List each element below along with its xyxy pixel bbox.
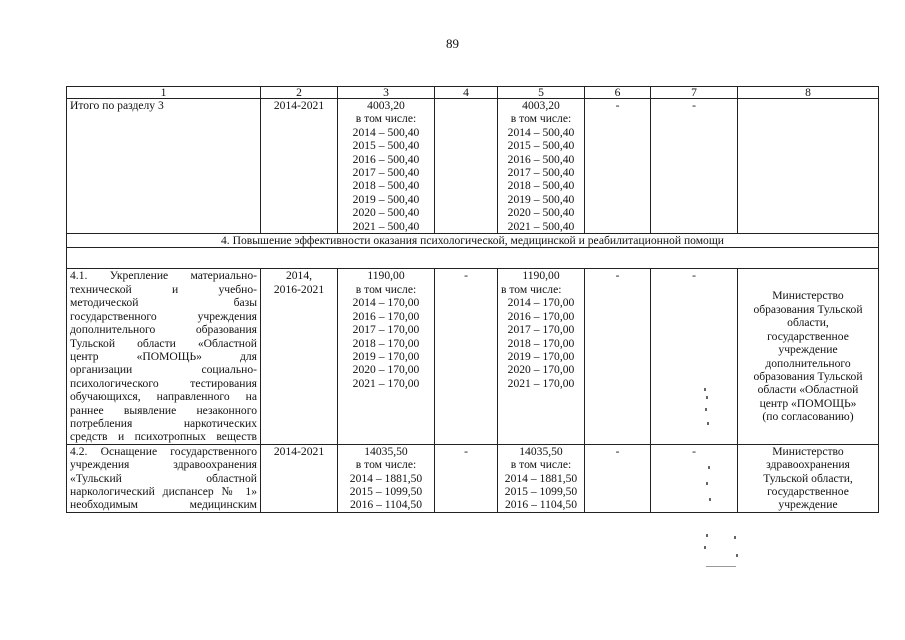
- scan-artifacts: [700, 386, 750, 576]
- cell-line: 2014 – 170,00: [352, 296, 420, 310]
- cell-line: Тульской области,: [763, 471, 853, 485]
- total-col4: [435, 99, 498, 234]
- cell-line: раннее выявление незаконного: [70, 403, 257, 417]
- cell-line: 2020 – 500,40: [352, 206, 420, 220]
- program-table: [66, 86, 879, 513]
- total-col5-note: в том числе:: [510, 112, 572, 126]
- total-name: Итого по разделу 3: [67, 99, 261, 234]
- cell-line: 2021 – 500,40: [507, 219, 575, 233]
- row42-col3-sum: 14035,50: [364, 444, 408, 458]
- row42-col5: [498, 444, 585, 512]
- cell-line: области,: [787, 316, 829, 330]
- cell-line: 2017 – 170,00: [352, 323, 420, 337]
- cell-line: 2014 – 1881,50: [504, 471, 578, 485]
- cell-line: Министерство: [772, 444, 844, 458]
- cell-line: 2014 – 170,00: [507, 296, 575, 310]
- row41-col3-sum: 1190,00: [367, 269, 405, 283]
- cell-line: 2016 – 1104,50: [504, 498, 578, 512]
- total-col6: -: [585, 99, 651, 234]
- cell-line: 2017 – 500,40: [507, 166, 575, 180]
- cell-line: 2016 – 170,00: [507, 309, 575, 323]
- row41-period: [261, 269, 338, 444]
- section-title-row: [67, 234, 879, 248]
- cell-line: 2014 – 500,40: [507, 125, 575, 139]
- row41-col5-years: [501, 296, 581, 390]
- cell-line: 2016 – 500,40: [352, 152, 420, 166]
- cell-line: Министерство: [772, 289, 844, 303]
- col-header-3: 3: [338, 87, 435, 99]
- cell-line: 2015 – 1099,50: [504, 484, 578, 498]
- page-number: 89: [446, 36, 459, 51]
- cell-line: 2020 – 170,00: [352, 363, 420, 377]
- cell-line: 2019 – 170,00: [507, 349, 575, 363]
- cell-line: 2018 – 500,40: [507, 179, 575, 193]
- row42-col7: -: [651, 444, 738, 512]
- cell-line: 2014 – 1881,50: [349, 471, 423, 485]
- cell-line: 2015 – 500,40: [352, 139, 420, 153]
- cell-line: технической и учебно-: [70, 282, 257, 296]
- total-col5-sum: 4003,20: [522, 99, 560, 112]
- cell-line: 2014 – 500,40: [352, 125, 420, 139]
- cell-line: 2016 – 1104,50: [349, 498, 423, 512]
- cell-line: Тульской области «Областной: [70, 336, 257, 350]
- row41-name: [67, 269, 261, 444]
- cell-line: 2019 – 170,00: [352, 349, 420, 363]
- row42-col8: [738, 444, 879, 512]
- row41-col7: -: [651, 269, 738, 444]
- col-header-5: 5: [498, 87, 585, 99]
- row41-col3-years: [341, 296, 431, 390]
- cell-line: дополнительного образования: [70, 323, 257, 337]
- cell-line: центр «ПОМОЩЬ»: [759, 396, 857, 410]
- cell-line: дополнительного: [765, 356, 851, 370]
- cell-line: методической базы: [70, 296, 257, 310]
- total-col7: -: [651, 99, 738, 234]
- cell-line: 2018 – 170,00: [352, 336, 420, 350]
- col-header-6: 6: [585, 87, 651, 99]
- row41-col6: -: [585, 269, 651, 444]
- row41-col3-note: в том числе:: [355, 282, 417, 296]
- row41-col5-note: в том числе:: [501, 282, 562, 296]
- cell-line: 4.2. Оснащение государственного: [70, 444, 257, 458]
- row42-col3-years: [341, 472, 431, 512]
- cell-line: 2019 – 500,40: [352, 192, 420, 206]
- cell-line: обучающихся, направленного на: [70, 390, 257, 404]
- cell-line: 2015 – 500,40: [507, 139, 575, 153]
- cell-line: 2019 – 500,40: [507, 192, 575, 206]
- cell-line: учреждения здравоохранения: [70, 458, 257, 472]
- cell-line: образования Тульской: [753, 369, 863, 383]
- cell-line: средств и психотропных веществ: [70, 430, 257, 444]
- cell-line: 2015 – 1099,50: [349, 484, 423, 498]
- cell-line: «Тульский областной: [70, 471, 257, 485]
- row42-name: [67, 444, 261, 512]
- table-row-4-2: [67, 444, 879, 512]
- cell-line: 2018 – 500,40: [352, 179, 420, 193]
- cell-line: 2017 – 170,00: [507, 323, 575, 337]
- spacer-row: [67, 248, 879, 269]
- cell-line: 2014,: [285, 269, 313, 283]
- row41-col4: -: [435, 269, 498, 444]
- col-header-4: 4: [435, 87, 498, 99]
- total-period: 2014-2021: [261, 99, 338, 234]
- row42-col5-note: в том числе:: [510, 458, 572, 472]
- cell-line: организации социально-: [70, 363, 257, 377]
- row41-col5-sum: 1190,00: [522, 269, 560, 283]
- cell-line: государственное: [767, 329, 849, 343]
- header-row: [67, 87, 879, 99]
- cell-line: (по согласованию): [762, 410, 854, 424]
- col-header-8: 8: [738, 87, 879, 99]
- cell-line: области «Областной: [757, 383, 859, 397]
- row41-col5: [498, 269, 585, 444]
- total-col3-note: в том числе:: [355, 112, 417, 126]
- cell-line: 2016 – 500,40: [507, 152, 575, 166]
- cell-line: 2020 – 170,00: [507, 363, 575, 377]
- col-header-7: 7: [651, 87, 738, 99]
- row42-col4: -: [435, 444, 498, 512]
- total-col3-sum: 4003,20: [367, 99, 405, 112]
- col-header-1: 1: [67, 87, 261, 99]
- row41-col8: [738, 269, 879, 444]
- cell-line: центр «ПОМОЩЬ» для: [70, 349, 257, 363]
- cell-line: учреждение: [778, 498, 838, 512]
- table-row-4-1: [67, 269, 879, 444]
- row42-col5-years: [501, 472, 581, 512]
- cell-line: потребления наркотических: [70, 416, 257, 430]
- cell-line: государственного учреждения: [70, 309, 257, 323]
- row42-period: 2014-2021: [261, 444, 338, 512]
- cell-line: 2017 – 500,40: [352, 166, 420, 180]
- col-header-2: 2: [261, 87, 338, 99]
- total-col3: [338, 99, 435, 234]
- total-col5: [498, 99, 585, 234]
- total-col8: [738, 99, 879, 234]
- cell-line: наркологический диспансер № 1»: [70, 484, 257, 498]
- cell-line: 2020 – 500,40: [507, 206, 575, 220]
- cell-line: 2018 – 170,00: [507, 336, 575, 350]
- cell-line: 2021 – 170,00: [352, 376, 420, 390]
- total-col5-years: [501, 126, 581, 233]
- cell-line: 2016-2021: [273, 282, 325, 296]
- total-row-section-3: [67, 99, 879, 234]
- total-col3-years: [341, 126, 431, 233]
- row42-col3: [338, 444, 435, 512]
- section-title: 4. Повышение эффективности оказания психологической, медицинской и реабилитационной помощи: [67, 234, 879, 248]
- cell-line: образования Тульской: [753, 302, 863, 316]
- row41-col3: [338, 269, 435, 444]
- cell-line: 2021 – 500,40: [352, 219, 420, 233]
- row42-col5-sum: 14035,50: [519, 444, 563, 458]
- cell-line: 2016 – 170,00: [352, 309, 420, 323]
- spacer-cell: [67, 248, 879, 269]
- cell-line: психологического тестирования: [70, 376, 257, 390]
- cell-line: необходимым медицинским: [70, 498, 257, 512]
- row42-col6: -: [585, 444, 651, 512]
- cell-line: здравоохранения: [766, 458, 850, 472]
- cell-line: 2021 – 170,00: [507, 376, 575, 390]
- row42-col3-note: в том числе:: [355, 458, 417, 472]
- cell-line: государственное: [767, 484, 849, 498]
- cell-line: учреждение: [778, 343, 838, 357]
- cell-line: 4.1. Укрепление материально-: [70, 269, 257, 283]
